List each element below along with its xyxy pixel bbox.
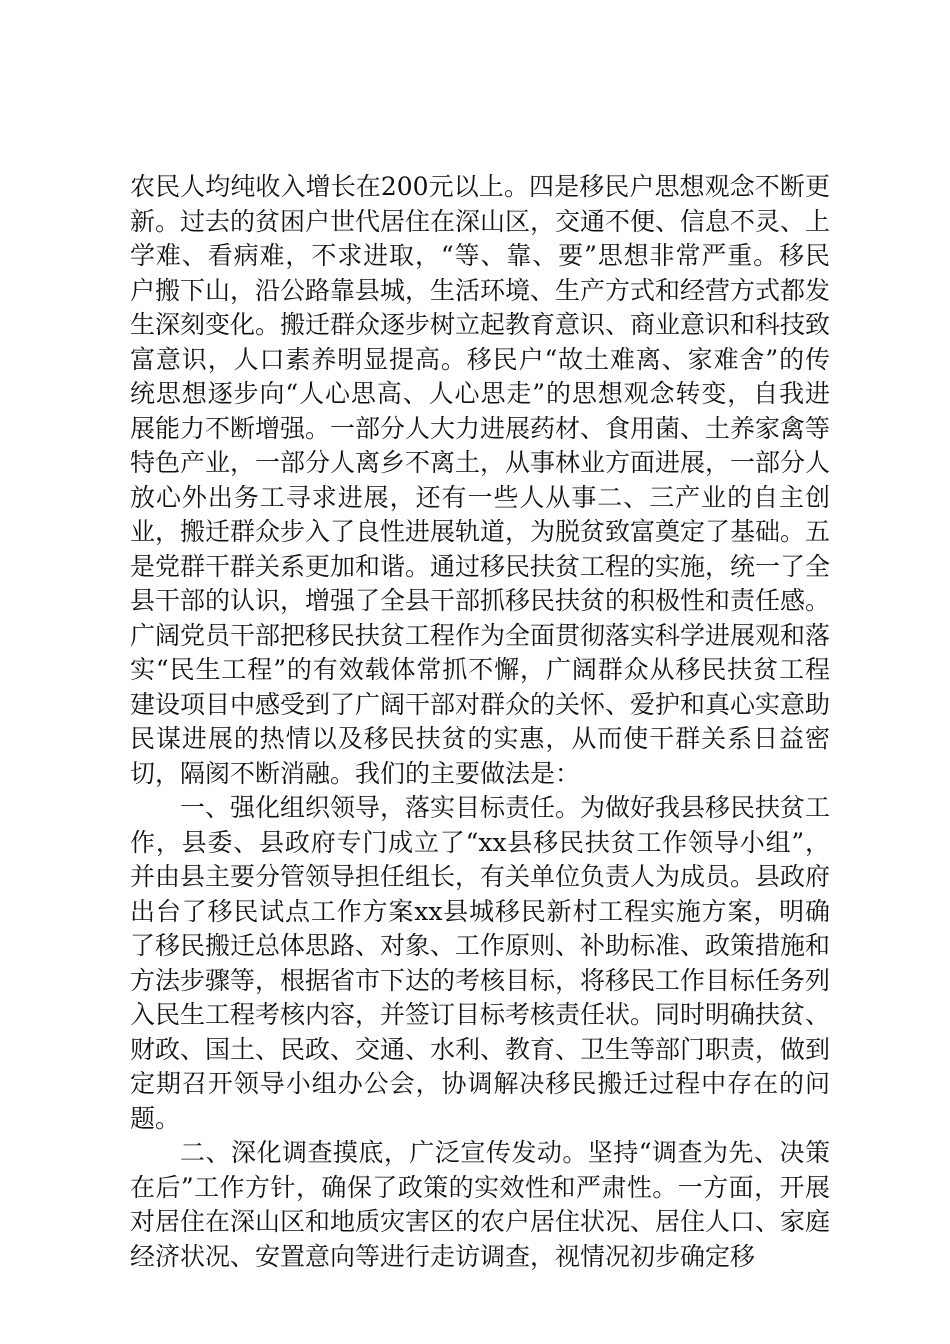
paragraph-survey-and-publicity: 二、深化调查摸底，广泛宣传发动。坚持“调查为先、决策在后”工作方针，确保了政策的实效性和严肃性。一方面，开展对居住在深山区和地质灾害区的农户居住状况、居住人口、家庭经济状况、安置意向等进行走访调查，视情况初步确定移 <box>130 1138 831 1271</box>
paragraph-income-and-ideas: 农民人均纯收入增长在200元以上。四是移民户思想观念不断更新。过去的贫困户世代居住在深山区，交通不便、信息不灵、上学难、看病难，不求进取，“等、靠、要”思想非常严重。移民户搬下山，沿公路靠县城，生活环境、生产方式和经营方式都发生深刻变化。搬迁群众逐步树立起教育意识、商业意识和科技致富意识，人口素养明显提高。移民户“故土难离、家难舍”的传统思想逐步向“人心思高、人心思走”的思想观念转变，自我进展能力不断增强。一部分人大力进展药材、食用菌、土养家禽等特色产业，一部分人离乡不离土，从事林业方面进展，一部分人放心外出务工寻求进展，还有一些人从事二、三产业的自主创业，搬迁群众步入了良性进展轨道，为脱贫致富奠定了基础。五是党群干群关系更加和谐。通过移民扶贫工程的实施，统一了全县干部的认识，增强了全县干部抓移民扶贫的积极性和责任感。广阔党员干部把移民扶贫工程作为全面贯彻落实科学进展观和落实“民生工程”的有效载体常抓不懈，广阔群众从移民扶贫工程建设项目中感受到了广阔干部对群众的关怀、爱护和真心实意助民谋进展的热情以及移民扶贫的实惠，从而使干群关系日益密切，隔阂不断消融。我们的主要做法是： <box>130 172 831 788</box>
document-body <box>130 170 830 1274</box>
paragraph-organization-leadership: 一、强化组织领导，落实目标责任。为做好我县移民扶贫工作，县委、县政府专门成立了“xx县移民扶贫工作领导小组”，并由县主要分管领导担任组长，有关单位负责人为成员。县政府出台了移民试点工作方案xx县城移民新村工程实施方案，明确了移民搬迁总体思路、对象、工作原则、补助标准、政策措施和方法步骤等，根据省市下达的考核目标，将移民工作目标任务列入民生工程考核内容，并签订目标考核责任状。同时明确扶贫、财政、国土、民政、交通、水利、教育、卫生等部门职责，做到定期召开领导小组办公会，协调解决移民搬迁过程中存在的问题。 <box>130 793 831 1133</box>
